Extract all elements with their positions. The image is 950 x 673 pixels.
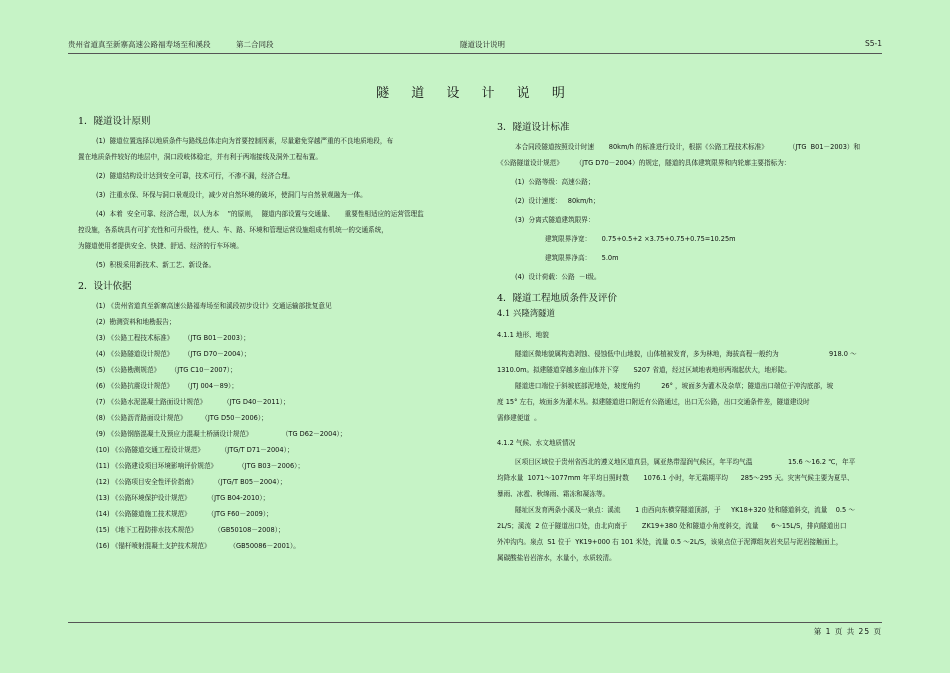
standards-item: (3) 分离式隧道建筑限界： — [515, 216, 595, 224]
standards-item: (2) 设计速度： 80km/h； — [515, 197, 600, 205]
basis-item: (12) 《公路项目安全性评价指南》 （JTG/T B05－2004）； — [96, 478, 287, 486]
standards-line: 《公路隧道设计规范》 （JTG D70－2004）的规定，隧道的具体建筑限界和内轮廓主要指标为： — [497, 159, 791, 167]
terrain-line: 隧道区微地貌属构造剥蚀、侵蚀低中山地貌，山体植被发育，多为林地，海拔高程一般约为 918.0 ～ — [515, 350, 857, 358]
basis-item: (14) 《公路隧道施工技术规范》 （JTG F60－2009）； — [96, 510, 273, 518]
principle-line: (5) 积极采用新技术、新工艺、新设备。 — [96, 261, 216, 269]
basis-item: (11) 《公路建设项目环境影响评价规范》 （JTG B03－2006）； — [96, 462, 305, 470]
principles-list — [78, 137, 478, 270]
basis-item: (8) 《公路沥青路面设计规范》 （JTG D50－2006）； — [96, 414, 268, 422]
heading-design-principles: 1．隧道设计原则 — [78, 116, 151, 127]
principle-line: 置在地质条件较好的地层中，洞口段岐体稳定，并有利于两端接线及洞外工程布置。 — [78, 153, 322, 161]
principle-line: (4) 本着 安全可靠、经济合理，以人为本 ”的原则， 隧道内部设置与交通量、 重要性相适应的运营管理监 — [96, 210, 424, 218]
basis-item: (1) 《贵州省道真至新寨高速公路福寿场至和溪段初步设计》交通运输部批复意见 — [96, 302, 332, 310]
terrain-block — [497, 350, 897, 423]
principle-line: (3) 注重水保、环保与洞口景观设计，减少对自然环境的破坏，使洞门与自然景观融为一体。 — [96, 191, 367, 199]
heading-design-basis: 2．设计依据 — [78, 281, 132, 292]
climate-line: 属碳酸盐岩岩溶水，水量小，水质较清。 — [497, 554, 616, 562]
terrain-line: 度 15° 左右，坡面多为灌木丛。拟建隧道进口附近有公路通过，出口无公路，出口交通条件差，隧道建设时 — [497, 398, 810, 406]
basis-list — [78, 302, 478, 551]
clearance-height: 建筑限界净高： 5.0m — [545, 254, 619, 262]
header-doc: 隧道设计说明 — [460, 40, 505, 49]
page-number: 第 1 页 共 25 页 — [813, 627, 882, 636]
clearance-width: 建筑限界净宽： 0.75+0.5+2 ×3.75+0.75+0.75=10.25m — [545, 235, 736, 243]
header-code: S5-1 — [864, 39, 882, 48]
page-header — [68, 39, 882, 53]
standards-line: 本合同段隧道按照设计时速 80km/h 的标准进行设计，根据《公路工程技术标准》 （JTG B01－2003）和 — [515, 143, 861, 151]
standards-block — [497, 143, 897, 282]
terrain-line: 隧道进口端位于斜坡底部泥地处，坡度角约 26° ，坡面多为灌木及杂草；隧道出口端位于冲沟底部，坡 — [515, 382, 834, 390]
heading-climate-hydrology: 4.1.2 气候、水文地质情况 — [497, 439, 576, 447]
basis-item: (15) 《地下工程防排水技术规范》 （GB50108－2008）； — [96, 526, 285, 534]
header-section: 第二合同段 — [236, 40, 274, 49]
heading-terrain: 4.1.1 地形、地貌 — [497, 331, 549, 339]
left-column — [78, 116, 478, 558]
principle-line: (1) 隧道位置选择以地质条件与路线总体走向为首要控制因素，尽量避免穿越严重的不良地质地段，布 — [96, 137, 394, 145]
basis-item: (5) 《公路勘测规范》 （JTG C10－2007）； — [96, 366, 237, 374]
terrain-line: 1310.0m。拟建隧道穿越多座山体并下穿 S207 省道，经过区域地表地形两端起伏大，地形陡。 — [497, 366, 791, 374]
basis-item: (7) 《公路水泥混凝土路面设计规范》 （JTG D40－2011）； — [96, 398, 290, 406]
header-rule — [68, 53, 882, 54]
basis-item: (13) 《公路环境保护设计规范》 （JTG B04-2010）； — [96, 494, 270, 502]
basis-item: (10) 《公路隧道交通工程设计规范》 （JTG/T D71－2004）； — [96, 446, 294, 454]
basis-item: (4) 《公路隧道设计规范》 （JTG D70－2004）； — [96, 350, 251, 358]
basis-item: (3) 《公路工程技术标准》 （JTG B01－2003）； — [96, 334, 250, 342]
header-project: 贵州省道真至新寨高速公路福寿场至和溪段 — [68, 40, 211, 49]
right-column — [497, 122, 897, 570]
basis-item: (2) 勘测资料和地勘报告； — [96, 318, 176, 326]
climate-line: 2L/S；溪流 2 位于隧道出口处，由北向南于 ZK19+380 处和隧道小角度斜交，流量 6～15L/S，排向隧道出口 — [497, 522, 847, 530]
principle-line: 控设施，各系统具有可扩充性和可升级性，使人、车、路、环境和管理运营设施组成有机统一的交通系统， — [78, 226, 388, 234]
standards-item: (1) 公路等级：高速公路； — [515, 178, 595, 186]
climate-line: 外冲沟内。泉点 S1 位于 YK19+000 右 101 米处，流量 0.5 ～2L/S，该泉点位于泥潭组灰岩夹层与泥岩接触面上， — [497, 538, 843, 546]
terrain-line: 需修建便道 。 — [497, 414, 541, 422]
climate-line: 均降水量 1071～1077mm 年平均日照时数 1076.1 小时，年无霜期平均 285～295 天。灾害气候主要为夏旱、 — [497, 474, 854, 482]
heading-xinglongwan-tunnel: 4.1 兴隆湾隧道 — [497, 308, 555, 318]
heading-design-standards: 3．隧道设计标准 — [497, 122, 570, 133]
heading-geology: 4．隧道工程地质条件及评价 — [497, 293, 618, 304]
principle-line: 为隧道使用者提供安全、快捷、舒适、经济的行车环境。 — [78, 242, 243, 250]
page-title: 隧 道 设 计 说 明 — [376, 86, 574, 101]
standards-item: (4) 设计荷载：公路 －Ⅰ级。 — [515, 273, 601, 281]
footer-rule — [68, 622, 882, 623]
basis-item: (9) 《公路钢筋混凝土及预应力混凝土桥涵设计规范》 （TG D62－2004）； — [96, 430, 347, 438]
principle-line: (2) 隧道结构设计达到安全可靠，技术可行，不渗不漏，经济合理。 — [96, 172, 295, 180]
basis-item: (16) 《锚杆喷射混凝土支护技术规范》 （GB50086－2001）。 — [96, 542, 300, 550]
climate-line: 区项目区域位于贵州省西北的遵义地区道真县，属亚热带湿润气候区，年平均气温 15.6 ～16.2 ℃，年平 — [515, 458, 856, 466]
basis-item: (6) 《公路抗震设计规范》 （JTJ 004－89）； — [96, 382, 238, 390]
climate-line: 隧址区发育两条小溪及一泉点：溪流 1 由西向东横穿隧道顶部，于 YK18+320 处和隧道斜交，流量 0.5 ～ — [515, 506, 855, 514]
climate-line: 暴雨、冰雹、秋绵雨、霜冻和凝冻等。 — [497, 490, 610, 498]
climate-block — [497, 458, 897, 563]
